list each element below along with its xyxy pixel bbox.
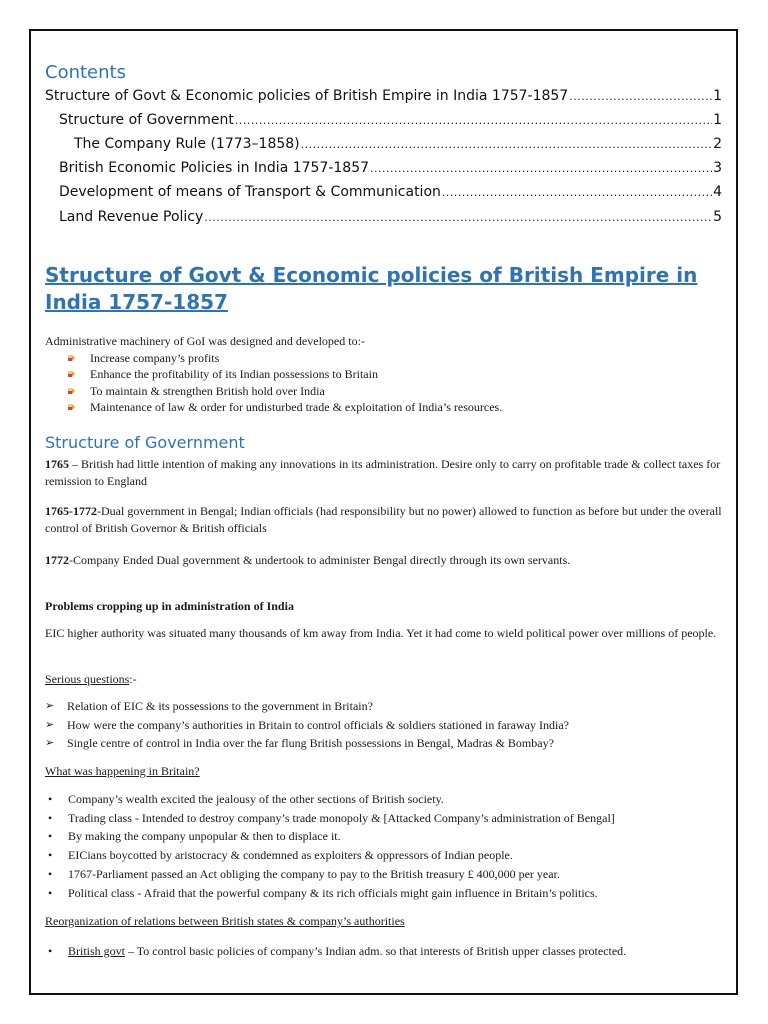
- event-paragraph: [45, 552, 725, 569]
- serious-questions-heading: Serious questions: [45, 672, 130, 686]
- list-item: [45, 827, 725, 846]
- bullet-icon: [67, 370, 76, 378]
- toc-entry-text: Land Revenue Policy: [59, 209, 204, 225]
- toc-entry-page: 2: [713, 136, 722, 152]
- toc-title: Contents: [45, 62, 126, 83]
- list-item: [45, 942, 725, 961]
- toc-entry-text: British Economic Policies in India 1757-1857: [59, 160, 370, 176]
- reorg-points-list: [45, 942, 725, 961]
- arrow-bullet-icon: ➢: [45, 737, 55, 749]
- toc-entry-page: 1: [713, 88, 722, 104]
- toc-entry-text: Structure of Government: [59, 112, 234, 128]
- point-text: By making the company unpopular & then to displace it.: [68, 829, 341, 844]
- list-item: [67, 383, 707, 399]
- bullet-text: Enhance the profitability of its Indian possessions to Britain: [90, 367, 378, 382]
- list-item: [45, 884, 725, 903]
- bullet-icon: •: [48, 829, 53, 844]
- reorg-point-text: – To control basic policies of company’s Indian adm. so that interests of British upper classes protected.: [125, 944, 627, 958]
- bullet-icon: •: [48, 866, 53, 881]
- toc-leader-dots: [370, 160, 712, 178]
- problems-heading: Problems cropping up in administration of India: [45, 599, 294, 613]
- reorg-heading: Reorganization of relations between British states & company’s authorities: [45, 914, 405, 928]
- bullet-icon: •: [48, 810, 53, 825]
- britain-points-list: [45, 790, 725, 902]
- question-text: Single centre of control in India over the far flung British possessions in Bengal, Madras & Bombay?: [67, 736, 554, 750]
- toc-leader-dots: [569, 88, 712, 106]
- list-item: [45, 716, 725, 735]
- bullet-text: To maintain & strengthen British hold over India: [90, 383, 325, 398]
- bullet-icon: •: [48, 792, 53, 806]
- toc-entry[interactable]: [59, 159, 722, 177]
- event-paragraph: [45, 456, 725, 490]
- britain-heading: What was happening in Britain?: [45, 764, 200, 778]
- event-paragraph: [45, 503, 725, 537]
- toc-leader-dots: [442, 184, 712, 202]
- toc-entry-text: Development of means of Transport & Communication: [59, 184, 441, 200]
- list-item: [45, 790, 725, 809]
- problems-text: EIC higher authority was situated many thousands of km away from India. Yet it had come to wield political power over millions of people.: [45, 626, 717, 640]
- arrow-bullet-icon: ➢: [45, 718, 55, 731]
- serious-questions-list: [45, 697, 725, 753]
- toc-leader-dots: [301, 136, 712, 154]
- list-item: [45, 697, 725, 716]
- list-item: [67, 350, 707, 366]
- serious-questions-label: [45, 671, 725, 688]
- point-text: Company’s wealth excited the jealousy of the other sections of British society.: [68, 792, 444, 806]
- subsection-heading: Structure of Government: [45, 433, 245, 452]
- event-text: -Company Ended Dual government & undertook to administer Bengal directly through its own servants.: [69, 553, 571, 567]
- point-text: Political class - Afraid that the powerful company & its rich officials might gain influence in Britain’s politics.: [68, 885, 598, 900]
- bullet-icon: •: [48, 885, 53, 900]
- bullet-icon: [67, 387, 76, 395]
- reorg-point-label: British govt: [68, 944, 126, 958]
- toc-entry[interactable]: [74, 135, 722, 153]
- event-text: – British had little intention of making any innovations in its administration. Desire only to carry on profitable trade & collect taxes for remission to England: [45, 457, 721, 488]
- serious-questions-suffix: :-: [129, 672, 137, 686]
- list-item: [45, 734, 725, 753]
- point-text: EICians boycotted by aristocracy & condemned as exploiters & oppressors of Indian people.: [68, 848, 513, 863]
- event-text: -Dual government in Bengal; Indian officials (had responsibility but no power) allowed to function as before but under the overall control of British Governor & British officials: [45, 504, 722, 535]
- toc-entry-page: 5: [713, 209, 722, 225]
- bullet-icon: •: [48, 944, 53, 958]
- bullet-icon: [67, 403, 76, 411]
- list-item: [45, 809, 725, 828]
- list-item: [45, 846, 725, 865]
- toc-entry-text: The Company Rule (1773–1858): [74, 136, 300, 152]
- bullet-text: Maintenance of law & order for undisturbed trade & exploitation of India’s resources.: [90, 400, 503, 415]
- point-text: Trading class - Intended to destroy company’s trade monopoly & [Attacked Company’s administration of Bengal]: [68, 810, 615, 825]
- toc-entry[interactable]: [59, 208, 722, 226]
- arrow-bullet-icon: ➢: [45, 700, 55, 712]
- point-text: 1767-Parliament passed an Act obliging the company to pay to the British treasury £ 400,000 per year.: [68, 866, 560, 881]
- toc-entry-page: 3: [713, 160, 722, 176]
- toc-entry-page: 1: [713, 112, 722, 128]
- list-item: [45, 865, 725, 884]
- toc-entry[interactable]: [45, 87, 722, 105]
- toc-leader-dots: [235, 112, 712, 130]
- toc-entry[interactable]: [59, 183, 722, 201]
- bullet-text: Increase company’s profits: [90, 351, 220, 365]
- toc-entry[interactable]: [59, 111, 722, 129]
- section-heading: Structure of Govt & Economic policies of British Empire in India 1757-1857: [45, 263, 698, 314]
- event-year: 1772: [45, 553, 69, 567]
- toc-leader-dots: [204, 209, 712, 227]
- bullet-icon: •: [48, 848, 53, 863]
- question-text: How were the company’s authorities in Britain to control officials & soldiers stationed in faraway India?: [67, 717, 569, 732]
- list-item: [67, 399, 707, 415]
- toc-entry-text: Structure of Govt & Economic policies of British Empire in India 1757-1857: [45, 88, 569, 104]
- intro-bullet-list: [67, 350, 707, 416]
- question-text: Relation of EIC & its possessions to the government in Britain?: [67, 699, 373, 713]
- bullet-icon: [67, 354, 76, 362]
- toc-entry-page: 4: [713, 184, 722, 200]
- event-year: 1765-1772: [45, 504, 97, 518]
- intro-text: Administrative machinery of GoI was designed and developed to:-: [45, 334, 365, 348]
- list-item: [67, 366, 707, 382]
- event-year: 1765: [45, 457, 69, 471]
